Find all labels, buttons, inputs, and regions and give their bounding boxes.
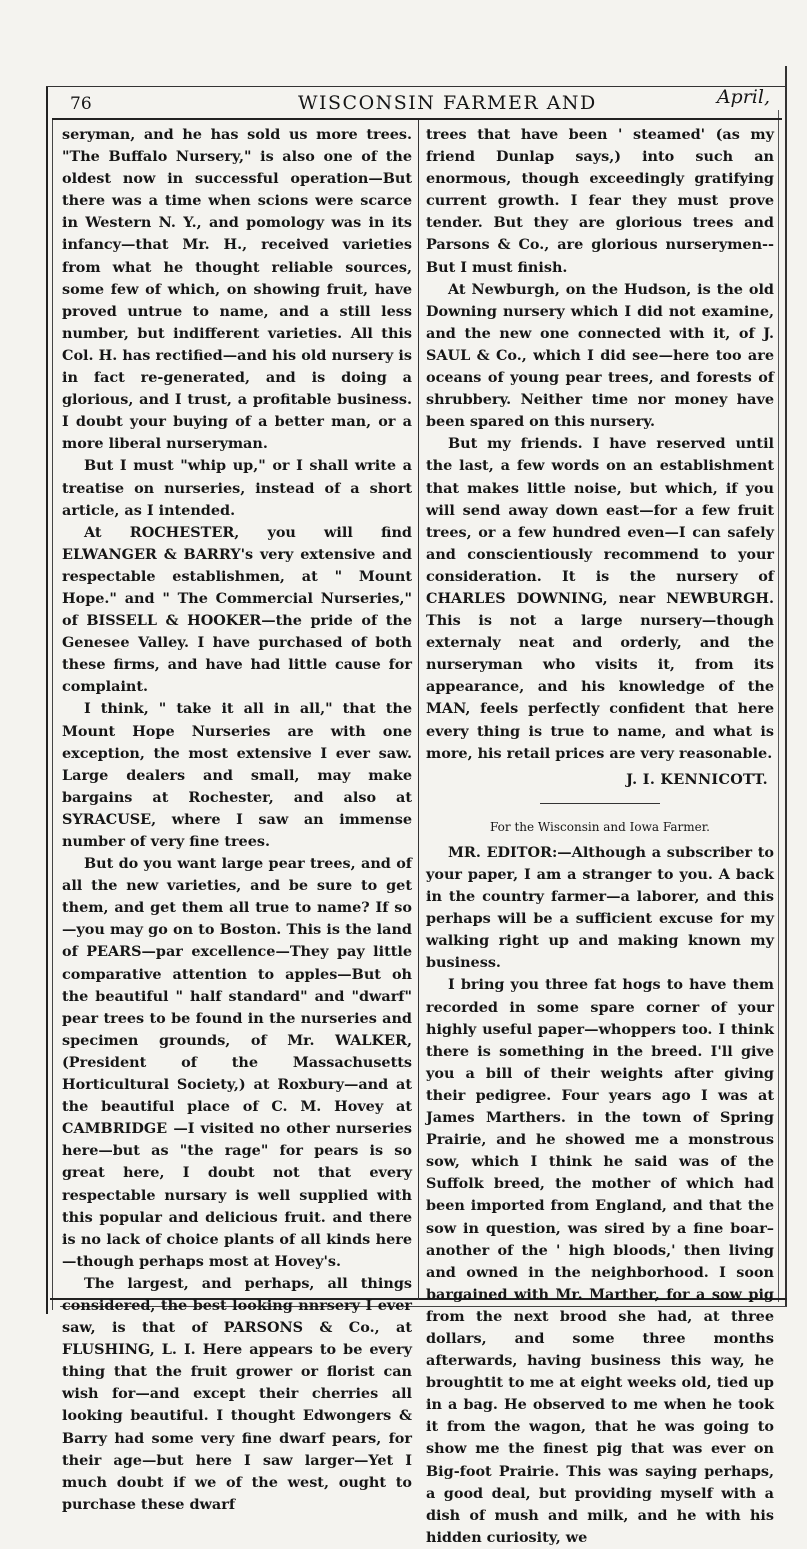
frame-line-right-inner [778, 110, 779, 1302]
header-rule [52, 118, 782, 120]
left-column [62, 124, 412, 1516]
article-separator [540, 803, 660, 804]
frame-line-left-inner [52, 118, 53, 1310]
letter-byline: For the Wisconsin and Iowa Farmer. [490, 819, 710, 834]
paragraph: I bring you three fat hogs to have them recorded in some spare corner of your highly useful paper—whoppers too. I think there is something in the breed. I'll give you a bill of their weights after giving their pedigree. Four years ago I was at James Marthers. in the town of Spring Prairie, and he showed me a monstrous sow, which I think he said was of the Suffolk breed, the mother of which had been imported from England, and that the sow in question, was sired by a fine boar–another of the ' high bloods,' then living and owned in the neighborhood. I soon bargained with Mr. Marther, for a sow pig from the next brood she had, at three dollars, and some three months afterwards, having business this way, he broughtit to me at eight weeks old, tied up in a bag. He observed to me when he took it from the wagon, that he was going to show me the finest pig that was ever on Big-foot Prairie. This was saying perhaps, a good deal, but providing myself with a dish of mush and milk, and he with his hidden curiosity, we [426, 976, 774, 1546]
paragraph: I think, " take it all in all," that the Mount Hope Nurseries are with one exception, the most extensive I ever saw. Large dealers and small, may make bargains at Rochester, and also at SYRACUSE, where I saw an immense number of very fine trees. [62, 700, 412, 850]
paragraph: At Newburgh, on the Hudson, is the old Downing nursery which I did not examine, and the new one connected with it, of J. SAUL & Co., which I did see—here too are oceans of young pear trees, and forests of shrubbery. Neither time nor money have been spared on this nursery. [426, 280, 774, 431]
paragraph: At ROCHESTER, you will find ELWANGER & BARRY's very extensive and respectable establishmen, at " Mount Hope." and " The Commercial Nurseries," of BISSELL & HOOKER—the pride of the Genesee Valley. I have purchased of both these firms, and have had little cause for complaint. [62, 523, 412, 696]
signature: J. I. KENNICOTT. [626, 770, 768, 788]
running-title: WISCONSIN FARMER AND [298, 92, 597, 114]
paragraph: But I must "whip up," or I shall write a treatise on nurseries, instead of a short article, as I intended. [62, 457, 412, 519]
frame-line-left-outer [46, 86, 48, 1314]
frame-line-right-outer [785, 66, 787, 1306]
paragraph: MR. EDITOR:—Although a subscriber to your paper, I am a stranger to you. A back in the country farmer—a laborer, and this perhaps will be a sufficient excuse for my walking right up and making known my business. [426, 843, 774, 972]
paragraph: trees that have been ' steamed' (as my friend Dunlap says,) into such an enormous, though exceedingly gratifying current growth. I fear they must prove tender. But they are glorious trees and Parsons & Co., are glorious nurserymen--But I must finish. [426, 126, 774, 276]
page-header [58, 86, 778, 118]
paragraph: But do you want large pear trees, and of all the new varieties, and be sure to get them, and get them all true to name? If so—you may go on to Boston. This is the land of PEARS—par excellence—They pay little comparative attention to apples—But oh the beautiful " half standard" and "dwarf" pear trees to be found in the nurseries and specimen grounds, of Mr. WALKER, (President of the Massachusetts Horticultural Society,) at Roxbury—and at the beautiful place of C. M. Hovey at CAMBRIDGE —I visited no other nurseries here—but as "the rage" for pears is so great here, I doubt not that every respectable nursary is well supplied with this popular and delicious fruit. and there is no lack of choice plants of all kinds here—though perhaps most at Hovey's. [62, 855, 412, 1270]
paragraph: The largest, and perhaps, all things considered, the best looking nnrsery I ever saw, is that of PARSONS & Co., at FLUSHING, L. I. Here appears to be every thing that the fruit grower or florist can wish for—and except their cherries all looking beautiful. I thought Edwongers & Barry had some very fine dwarf pears, for their age—but here I saw larger—Yet I much doubt if we of the west, ought to purchase these dwarf [62, 1274, 412, 1513]
paragraph: But my friends. I have reserved until the last, a few words on an establishment that makes little noise, but which, if you will send away down east—for a few fruit trees, or a few hundred even—I can safely and conscientiously recommend to your consideration. It is the nursery of CHARLES DOWNING, near NEWBURGH. This is not a large nursery—though externaly neat and orderly, and the nurseryman who visits it, from its appearance, and his knowledge of the MAN, feels perfectly confident that here every thing is true to name, and what is more, his retail prices are very reasonable. [426, 435, 774, 762]
page-number: 76 [70, 94, 92, 114]
header-month: April, [716, 86, 770, 108]
paragraph: seryman, and he has sold us more trees. "The Buffalo Nursery," is also one of the oldest now in successful operation—But there was a time when scions were scarce in Western N. Y., and pomology was in its infancy—that Mr. H., received varieties from what he thought reliable sources, some few of which, on showing fruit, have proved untrue to name, and a still less number, but indifferent varieties. All this Col. H. has rectified—and his old nursery is in fact re-generated, and is doing a glorious, and I trust, a profitable business. I doubt your buying of a better man, or a more liberal nurseryman. [62, 126, 412, 453]
column-divider [418, 120, 419, 1300]
right-column [426, 124, 774, 1549]
